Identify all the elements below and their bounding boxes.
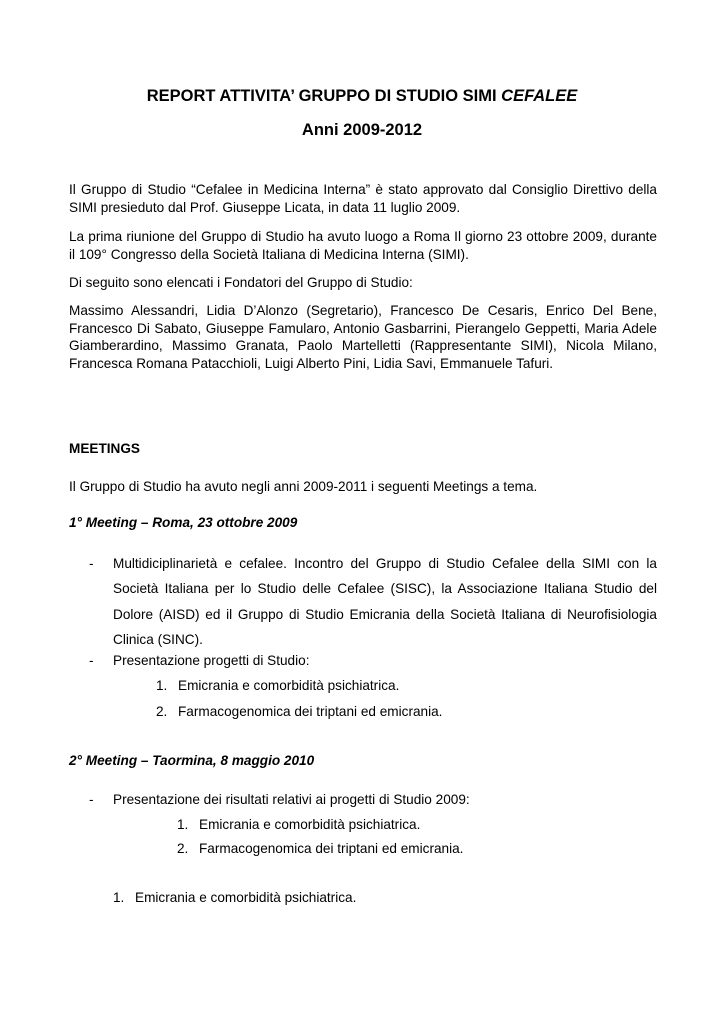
founders-list: Massimo Alessandri, Lidia D’Alonzo (Segretario), Francesco De Cesaris, Enrico Del Bene, Francesco Di Sabato, Giuseppe Famularo, Antonio Gasbarrini, Pierangelo Geppetti, Maria Adele Giamberardino, Massimo Granata, Paolo Martelletti (Rappresentante SIMI), Nicola Milano, Francesca Romana Patacchioli, Luigi Alberto Pini, Lidia Savi, Emmanuele Tafuri.	[69, 303, 657, 371]
intro-paragraph-founders-lead: Di seguito sono elencati i Fondatori del Gruppo di Studio:	[69, 275, 413, 290]
meeting-2-title: 2° Meeting – Taormina, 8 maggio 2010	[69, 753, 315, 768]
list-item-text: Emicrania e comorbidità psichiatrica.	[135, 890, 357, 905]
meetings-heading: MEETINGS	[69, 441, 140, 456]
meeting-1-title: 1° Meeting – Roma, 23 ottobre 2009	[69, 515, 298, 530]
list-item-text: Farmacogenomica dei triptani ed emicrania.	[199, 841, 464, 856]
intro-paragraph-approval: Il Gruppo di Studio “Cefalee in Medicina Interna” è stato approvato dal Consiglio Direttivo della SIMI presieduto dal Prof. Giuseppe Licata, in data 11 luglio 2009.	[69, 182, 657, 215]
dash-bullet: -	[89, 653, 94, 668]
meeting-1-item-text: Multidiciplinarietà e cefalee. Incontro del Gruppo di Studio Cefalee della SIMI con la Società Italiana per lo Studio delle Cefalee (SISC), la Associazione Italiana Studio del Dolore (AISD) ed il Gruppo di Studio Emicrania della Società Italiana di Neurofisiologia Clinica (SINC).	[113, 556, 657, 647]
list-number: 1.	[156, 678, 168, 693]
intro-paragraph-first-meeting: La prima riunione del Gruppo di Studio ha avuto luogo a Roma Il giorno 23 ottobre 2009, durante il 109° Congresso della Società Italiana di Medicina Interna (SIMI).	[69, 229, 657, 262]
meeting-2-project-2	[177, 840, 463, 857]
report-title-italic: CEFALEE	[501, 87, 578, 105]
dash-bullet: -	[89, 556, 94, 571]
list-number: 2.	[156, 704, 168, 719]
list-item-text: Emicrania e comorbidità psichiatrica.	[199, 817, 421, 832]
report-title-main: REPORT ATTIVITA’ GRUPPO DI STUDIO SIMI	[146, 87, 502, 105]
meeting-2-project-1	[177, 816, 420, 833]
list-number: 1.	[177, 817, 189, 832]
meeting-1-project-2	[156, 703, 442, 720]
meetings-intro: Il Gruppo di Studio ha avuto negli anni 2009-2011 i seguenti Meetings a tema.	[69, 479, 538, 494]
report-years: Anni 2009-2012	[301, 121, 423, 139]
section-1-heading	[113, 889, 356, 906]
meeting-1-item-projects	[89, 652, 657, 669]
meeting-2-item-text: Presentazione dei risultati relativi ai progetti di Studio 2009:	[113, 792, 470, 807]
report-title	[0, 86, 724, 106]
meeting-1-project-1	[156, 677, 399, 694]
meeting-1-item-multidisciplinary	[89, 551, 657, 652]
meeting-2-item-results	[89, 791, 657, 808]
list-item-text: Emicrania e comorbidità psichiatrica.	[178, 678, 400, 693]
meeting-1-projects-text: Presentazione progetti di Studio:	[113, 653, 310, 668]
dash-bullet: -	[89, 792, 94, 807]
list-number: 2.	[177, 841, 189, 856]
list-item-text: Farmacogenomica dei triptani ed emicrania.	[178, 704, 443, 719]
list-number: 1.	[113, 890, 125, 905]
